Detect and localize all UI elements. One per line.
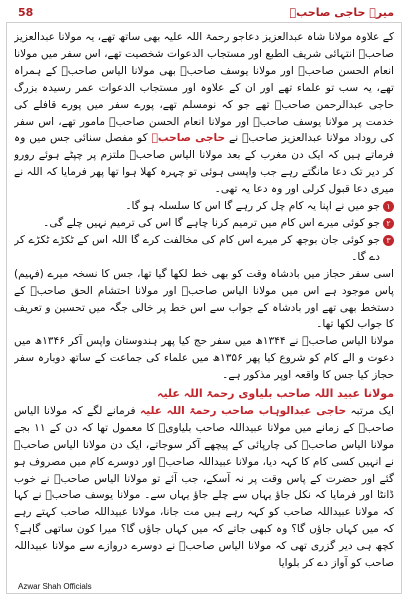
text-run: فرمانے لگے کہ مولانا الیاس صاحبؒ کے زمانے میں مولانا عبیداللہ صاحب بلیاویؒ کا معمول تھا کہ دن کے ۱۱ بجے مولانا الیاس صاحبؒ کی چارپائی کے پیچھے آکر سوجاتے، ایک دن مولانا الیاس صاحبؒ نے انہیں کسی کام کا کہہ دیا، مولانا عبیداللہ صاحبؒ اور دوسرے کام میں مصروف ہو گئے اور حضرت کے پاس وقت پر نہ آسکے، جب آئے تو مولانا الیاس صاحبؒ نے خوب ڈانٹا اور فرمایا کہ نکل جاؤ یہاں سے چلے جاؤ یہاں سے۔ مولانا یوسف صاحبؒ نے کہا کہ مولانا عبیداللہ صاحب کو کہہ رہے ہیں مت جانا، مولانا عبیداللہ صاحب کہتے رہے کہ میں کہاں جاؤں گا؟ وہ کبھی جاتے کہ میں کہاں جاؤں گا؟ میرا کون ساتھی گاہے؟ کچھ ہی دیر گزری تھی کہ مولانا الیاس صاحبؒ نے دوسرے دروازے سے مولانا عبیداللہ صاحب کو آواز دے کر بلوایا xyxy=(14,404,394,570)
text-run: کے علاوہ مولانا شاہ عبدالعزیز دعاجو رحمۃ اللہ علیہ بھی ساتھ تھے، یہ مولانا عبدالعزیز صاحبؒ انتہائی شریف الطبع اور مستجاب الدعوات شخصیت تھے، اس سفر میں مولانا انعام الحسن صاحبؒ اور مولانا یوسف صاحبؒ بھی مولانا الیاس صاحبؒ کے ہمراہ تھے، یہ سب تو علماء تھے اور ان کے علاوہ اور مستجاب الدعوات عمر رسیدہ بزرگ حاجی عبدالرحمن صاحبؒ تھے جو کہ نومسلم تھے، پورے سفر میں پورے قافلے کی خدمت پر مولانا یوسف صاحبؒ اور مولانا انعام الحسن صاحبؒ مامور تھے، اس سفر کی روداد مولانا عبدالعزیز صاحبؒ نے xyxy=(14,31,394,145)
section-heading: مولانا عبید اللہ صاحب بلیاوی رحمۃ اللہ علیہ xyxy=(157,387,394,401)
running-title: میرے حاجی صاحبؒ xyxy=(289,6,394,19)
text-run: ایک مرتبہ xyxy=(346,404,394,417)
page-number: 58 xyxy=(18,6,34,19)
numbered-bullet-icon: ١ xyxy=(383,201,394,212)
numbered-bullet-icon: ٢ xyxy=(383,218,394,229)
text-run: اسی سفر حجاز میں بادشاہ وقت کو بھی خط لکھا گیا تھا، جس کا نسخہ میرے (فہیم) پاس موجود ہے اس میں مولانا الیاس صاحبؒ اور مولانا احتشام الحق صاحبؒ کے دستخط بھی تھے اور بادشاہ کے جواب سے اس خط پر خالی جگہ میں تحسین و تعریف کا جواب لکھا تھا۔ xyxy=(14,267,394,331)
text-run: کو مفصل سنائی جس میں وہ فرماتے ہیں کہ ایک دن مغرب کے بعد مولانا الیاس صاحبؒ ملتزم پر چپٹے ہوئے رورو کر دیر تک دعا مانگتے رہے جب واپسی ہوئی تو چہرہ کھلا ہوا تھا پھر فرمایا کہ اللہ نے میری دعا قبول کرلی اور وہ دعا یہ تھی۔ xyxy=(14,132,394,196)
list-item xyxy=(14,232,394,266)
paragraph-1 xyxy=(14,29,394,198)
paragraph-2 xyxy=(14,266,394,334)
paragraph-4 xyxy=(14,403,394,572)
numbered-bullet-icon: ٣ xyxy=(383,235,394,246)
list-item xyxy=(14,215,394,232)
paragraph-3 xyxy=(14,333,394,384)
footer-credit: Azwar Shah Officials xyxy=(18,582,92,591)
page-header xyxy=(6,6,402,22)
list-item-text: جو میں نے اپنا یہ کام چل کر رہے گا اس کا سلسلہ ہو گا۔ xyxy=(125,200,380,213)
page-body xyxy=(14,29,394,574)
text-run: مولانا الیاس صاحبؒ نے ۱۳۴۴ھ میں سفر حج کیا پھر ہندوستان واپس آکر ۱۳۴۶ھ میں دعوت و الے کام کو شروع کیا پھر ۱۳۵۶ھ میں علماء کی جماعت کے ساتھ دوبارہ سفر حجاز کیا جس کا واقعہ اوپر مذکور ہے۔ xyxy=(14,335,394,382)
list-item xyxy=(14,198,394,215)
highlighted-name: حاجی صاحبؒ xyxy=(151,132,226,145)
highlighted-name: حاجی عبدالوہاب صاحب رحمۃ اللہ علیہ xyxy=(139,404,347,417)
list-item-text: جو کوئی میرے اس کام میں ترمیم کرنا چاہے گا اس کی ترمیم نہیں چلے گی۔ xyxy=(43,216,380,229)
list-item-text: جو کوئی جان بوجھ کر میرے اس کام کی مخالفت کرے گا اللہ اس کے ٹکڑے ٹکڑے کر دے گا۔ xyxy=(14,233,380,263)
